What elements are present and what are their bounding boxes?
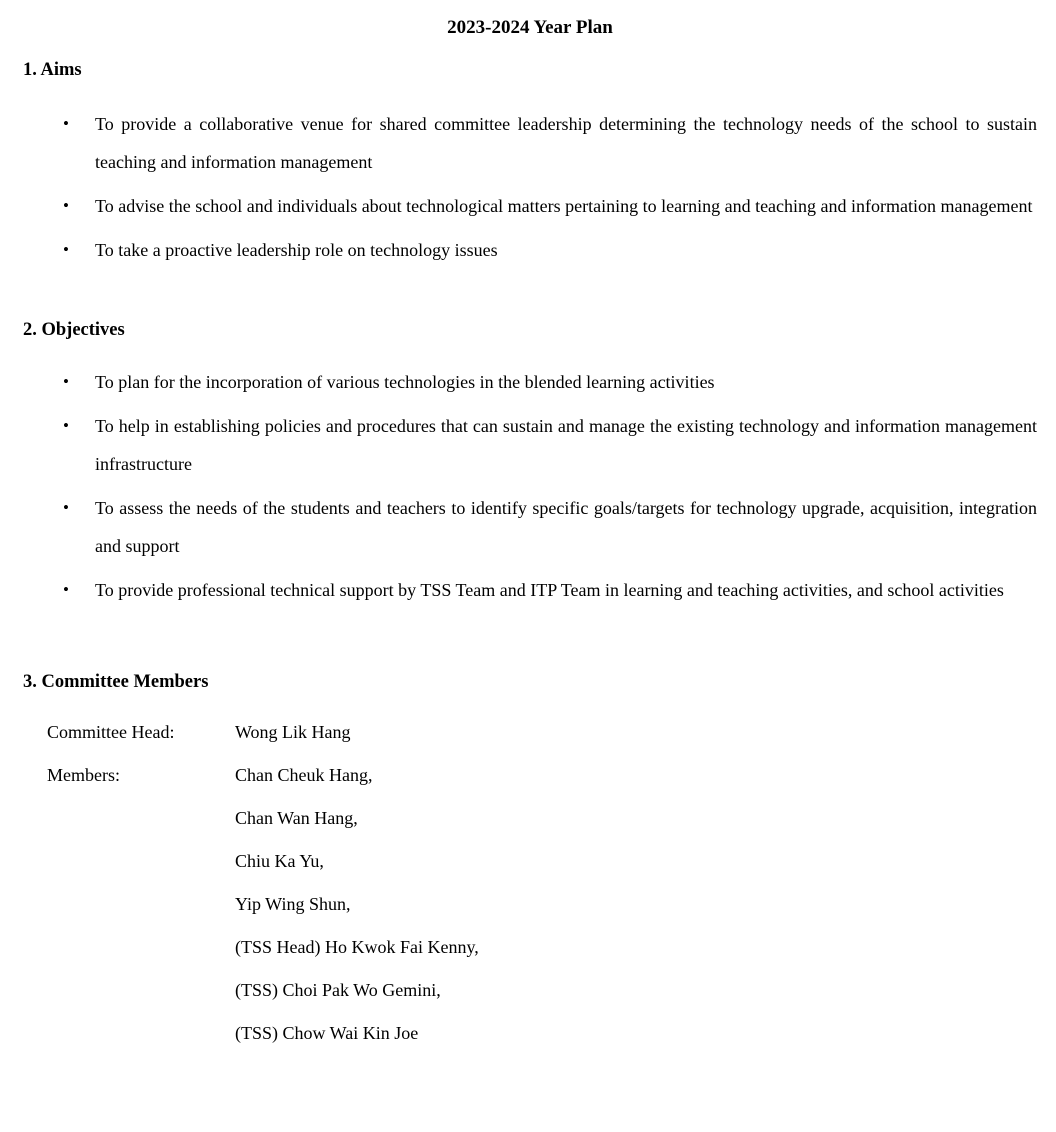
document-title: 2023-2024 Year Plan bbox=[447, 17, 613, 38]
section-heading-objectives: 2. Objectives bbox=[23, 320, 125, 340]
committee-head-label: Committee Head: bbox=[47, 722, 175, 742]
member-name: Chan Cheuk Hang, bbox=[235, 765, 373, 785]
member-row bbox=[47, 926, 1037, 969]
member-label-spacer bbox=[47, 883, 235, 926]
committee-member-list bbox=[47, 711, 1037, 1055]
member-label-spacer bbox=[47, 840, 235, 883]
bullet-item bbox=[23, 187, 1037, 225]
section-heading-aims: 1. Aims bbox=[23, 60, 82, 80]
member-row bbox=[47, 969, 1037, 1012]
bullet-icon: • bbox=[63, 372, 69, 391]
member-label-spacer bbox=[47, 969, 235, 1012]
committee-head-row bbox=[47, 711, 1037, 754]
member-name: Yip Wing Shun, bbox=[235, 894, 351, 914]
member-label-spacer bbox=[47, 926, 235, 969]
bullet-item bbox=[23, 407, 1037, 483]
bullet-item bbox=[23, 231, 1037, 269]
objectives-bullet-list bbox=[23, 363, 1037, 609]
bullet-icon: • bbox=[63, 498, 69, 517]
member-name: Chiu Ka Yu, bbox=[235, 851, 324, 871]
member-row bbox=[47, 1012, 1037, 1055]
section-heading-committee-members: 3. Committee Members bbox=[23, 672, 209, 692]
member-label-spacer bbox=[47, 797, 235, 840]
bullet-text: To provide a collaborative venue for shared committee leadership determining the technology needs of the school to sustain teaching and information management bbox=[95, 114, 1037, 172]
bullet-item bbox=[23, 571, 1037, 609]
bullet-text: To assess the needs of the students and teachers to identify specific goals/targets for technology upgrade, acquisition, integration and support bbox=[95, 498, 1037, 556]
member-name: (TSS Head) Ho Kwok Fai Kenny, bbox=[235, 937, 479, 957]
bullet-icon: • bbox=[63, 580, 69, 599]
bullet-item bbox=[23, 105, 1037, 181]
member-name: (TSS) Choi Pak Wo Gemini, bbox=[235, 980, 441, 1000]
bullet-icon: • bbox=[63, 416, 69, 435]
bullet-text: To plan for the incorporation of various technologies in the blended learning activities bbox=[95, 372, 715, 392]
bullet-text: To help in establishing policies and procedures that can sustain and manage the existing technology and information management infrastructure bbox=[95, 416, 1037, 474]
committee-head-name: Wong Lik Hang bbox=[235, 722, 351, 742]
bullet-text: To take a proactive leadership role on technology issues bbox=[95, 240, 498, 260]
member-row bbox=[47, 797, 1037, 840]
member-name: Chan Wan Hang, bbox=[235, 808, 358, 828]
member-row bbox=[47, 883, 1037, 926]
members-label: Members: bbox=[47, 765, 120, 785]
member-row bbox=[47, 840, 1037, 883]
bullet-text: To advise the school and individuals about technological matters pertaining to learning and teaching and information management bbox=[95, 196, 1033, 216]
bullet-icon: • bbox=[63, 196, 69, 215]
bullet-item bbox=[23, 489, 1037, 565]
member-name: (TSS) Chow Wai Kin Joe bbox=[235, 1023, 419, 1043]
member-label-spacer bbox=[47, 1012, 235, 1055]
bullet-text: To provide professional technical support by TSS Team and ITP Team in learning and teaching activities, and school activities bbox=[95, 580, 1004, 600]
bullet-item bbox=[23, 363, 1037, 401]
bullet-icon: • bbox=[63, 240, 69, 259]
bullet-icon: • bbox=[63, 114, 69, 133]
member-row bbox=[47, 754, 1037, 797]
aims-bullet-list bbox=[23, 105, 1037, 269]
